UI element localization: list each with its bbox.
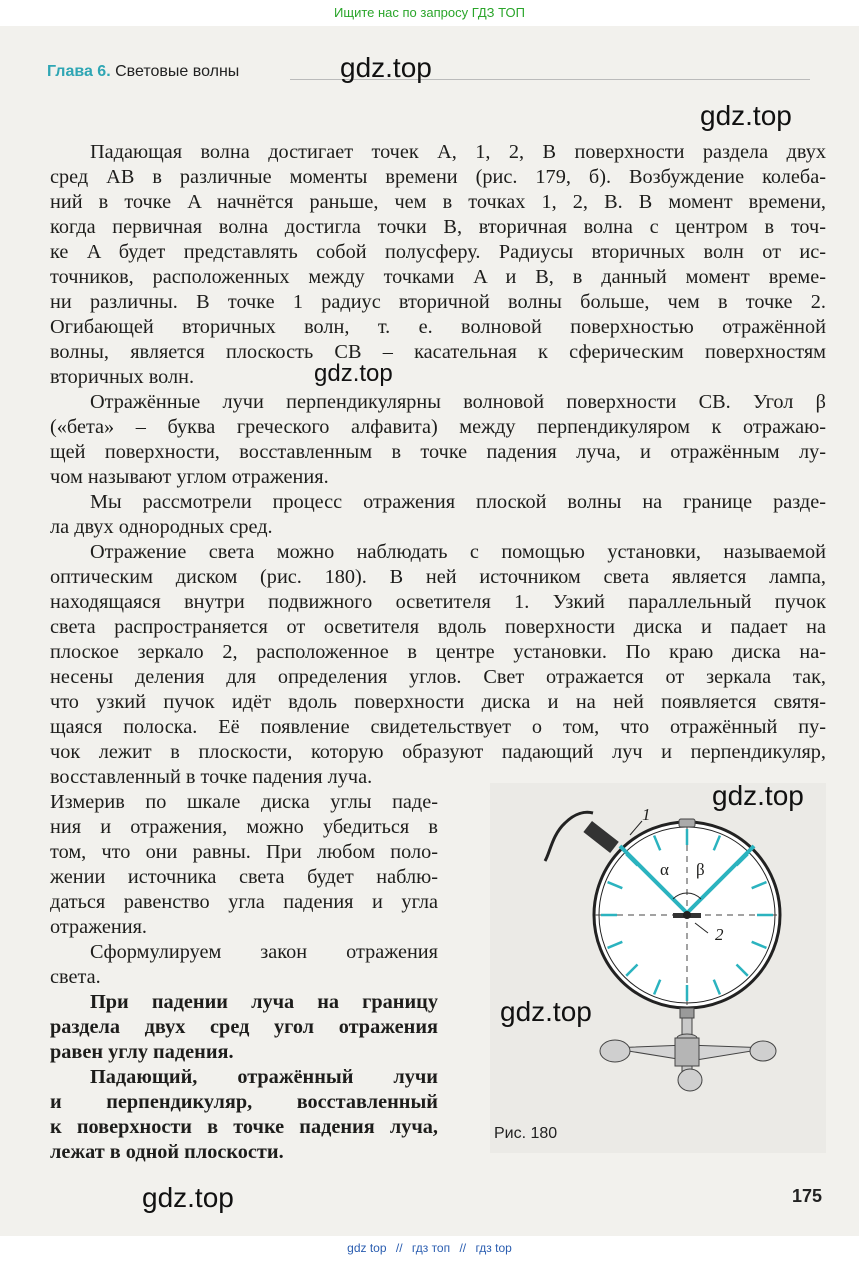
text-line: когда первичная волна достигла точки B, вторичная волна с центром в точ- — [50, 216, 826, 238]
chapter-number: Глава 6. — [47, 63, 111, 80]
text-line: жении источника света будет наблю- — [50, 866, 438, 888]
text-line: света распространяется от осветителя вдоль поверхности диска и падает на — [50, 616, 826, 638]
paragraph-4 — [50, 540, 826, 790]
paragraph-5 — [50, 790, 438, 940]
text-line: ни различны. В точке 1 радиус вторичной волны больше, чем в точке 2. — [50, 291, 826, 313]
law-statement-2 — [50, 1065, 438, 1165]
figure-180 — [490, 783, 826, 1153]
text-line: Измерив по шкале диска углы паде- — [50, 791, 438, 813]
text-line: При падении луча на границу — [90, 991, 438, 1013]
text-line: ке A будет представлять собой полусферу. Радиусы вторичных волн от ис- — [50, 241, 826, 263]
separator: // — [459, 1241, 467, 1255]
text-line: и перпендикуляр, восставленный — [50, 1091, 438, 1113]
text-line: чок лежит в плоскости, которую образуют падающий луч и перпендикуляр, — [50, 741, 826, 763]
text-line: отражения. — [50, 916, 147, 938]
text-line: Падающая волна достигает точек A, 1, 2, B поверхности раздела двух — [90, 141, 826, 163]
text-line: Сформулируем закон отражения — [90, 941, 438, 963]
text-line: том, что они равны. При любом поло- — [50, 841, 438, 863]
angle-beta: β — [696, 860, 705, 879]
bottom-link[interactable]: гдз top — [475, 1241, 512, 1255]
text-line: сред AB в различные моменты времени (рис. 179, б). Возбуждение колеба- — [50, 166, 826, 188]
watermark: gdz.top — [142, 1182, 234, 1213]
separator: // — [395, 1241, 403, 1255]
bottom-link[interactable]: gdz top — [347, 1241, 387, 1255]
text-line: лежат в одной плоскости. — [50, 1141, 284, 1163]
watermark: gdz.top — [712, 780, 804, 811]
text-line: Отражение света можно наблюдать с помощью установки, называемой — [90, 541, 826, 563]
text-line: Мы рассмотрели процесс отражения плоской волны на границе разде- — [90, 491, 826, 513]
text-line: равен углу падения. — [50, 1041, 234, 1063]
text-line: ния и отражения, можно убедиться в — [50, 816, 438, 838]
angle-alpha: α — [660, 860, 669, 879]
text-line: света. — [50, 966, 101, 988]
text-line: даться равенство угла падения и угла — [50, 891, 438, 913]
watermark: gdz.top — [700, 100, 792, 131]
watermark: gdz.top — [500, 996, 592, 1027]
text-line: вторичных волн. — [50, 366, 195, 388]
watermark: gdz.top — [340, 52, 432, 83]
bottom-link[interactable]: гдз топ — [411, 1241, 451, 1255]
watermark: gdz.top — [314, 360, 393, 387]
text-line: несены деления для определения углов. Свет отражается от зеркала так, — [50, 666, 826, 688]
text-line: находящаяся внутри подвижного осветителя 1. Узкий параллельный пучок — [50, 591, 826, 613]
label-mirror: 2 — [715, 925, 724, 944]
paragraph-3 — [50, 490, 826, 540]
page-number: 175 — [792, 1186, 823, 1206]
text-line: плоское зеркало 2, расположенное в центре установки. По краю диска на- — [50, 641, 826, 663]
text-line: щаяся полоска. Её появление свидетельствует о том, что отражённый пу- — [50, 716, 826, 738]
text-line: Падающий, отражённый лучи — [90, 1066, 438, 1088]
paragraph-2 — [50, 390, 826, 490]
paragraph-6 — [50, 940, 438, 990]
text-line: Огибающей вторичных волн, т. е. волновой поверхностью отражённой — [50, 316, 826, 338]
text-line: к поверхности в точке падения луча, — [50, 1116, 438, 1138]
text-line: щей поверхности, восставленным в точке падения луча, и отражённым лу- — [50, 441, 826, 463]
text-line: волны, является плоскость CB – касательная к сферическим поверхностям — [50, 341, 826, 363]
text-line: Отражённые лучи перпендикулярны волновой поверхности CB. Угол β — [90, 391, 826, 413]
text-line: что узкий пучок идёт вдоль поверхности диска и на ней появляется святя- — [50, 691, 826, 713]
chapter-title: Световые волны — [115, 63, 240, 80]
text-line: раздела двух сред угол отражения — [50, 1016, 438, 1038]
figure-caption: Рис. 180 — [494, 1125, 558, 1142]
text-line: ла двух однородных сред. — [50, 516, 273, 538]
text-line: чом называют углом отражения. — [50, 466, 329, 488]
text-line: ний в точке A начнётся раньше, чем в точках 1, 2, B. В момент времени, — [50, 191, 826, 213]
paragraph-1 — [50, 140, 826, 390]
bottom-links — [0, 1236, 859, 1263]
text-line: оптическим диском (рис. 180). В ней источником света является лампа, — [50, 566, 826, 588]
text-line: восставленный в точке падения луча. — [50, 766, 373, 788]
top-banner[interactable]: Ищите нас по запросу ГДЗ ТОП — [334, 5, 525, 20]
text-line: точников, расположенных между точками A и B, в данный момент време- — [50, 266, 826, 288]
text-line: («бета» – буква греческого алфавита) между перпендикуляром к отражаю- — [50, 416, 826, 438]
optical-disk-illustration — [490, 783, 826, 1153]
chapter-header — [47, 63, 239, 81]
label-illuminator: 1 — [642, 805, 651, 824]
law-statement-1 — [50, 990, 438, 1065]
